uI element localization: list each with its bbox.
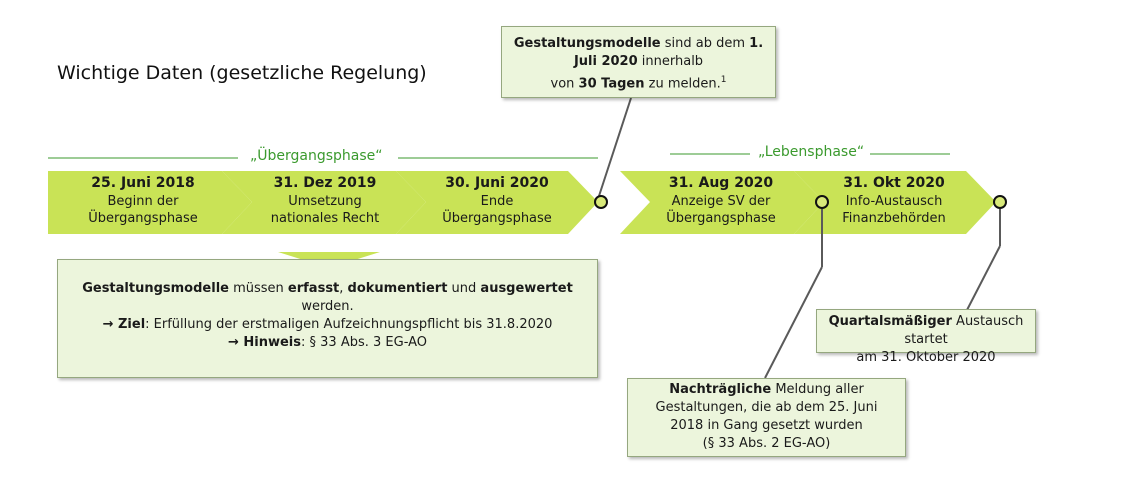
milestone-line: Info-Austausch bbox=[845, 194, 943, 209]
marker-okt-2020 bbox=[994, 196, 1006, 208]
milestone-4 bbox=[636, 174, 806, 227]
note-text: sind ab dem bbox=[660, 36, 750, 51]
connector-quarterly-note-diag bbox=[967, 246, 1000, 310]
note-text: , bbox=[339, 281, 348, 296]
note-bold: 30 Tagen bbox=[578, 76, 645, 92]
note-bold: Gestaltungsmodelle bbox=[82, 281, 229, 296]
milestone-line: Übergangsphase bbox=[88, 211, 198, 226]
note-text: zu melden. bbox=[644, 76, 721, 92]
milestone-2 bbox=[240, 174, 410, 227]
milestone-1 bbox=[58, 174, 228, 227]
milestone-line: Übergangsphase bbox=[666, 211, 776, 226]
note-bold: Nachträgliche bbox=[669, 382, 772, 397]
milestone-line: Übergangsphase bbox=[442, 211, 552, 226]
note-text: : Erfüllung der erstmaligen Aufzeichnungspflicht bis 31.8.2020 bbox=[145, 317, 553, 332]
milestone-line: nationales Recht bbox=[270, 211, 380, 226]
milestone-line: Ende bbox=[480, 194, 514, 209]
note-text: werden. bbox=[301, 299, 354, 314]
note-bold: Ziel bbox=[118, 317, 146, 332]
milestone-date: 31. Aug 2020 bbox=[668, 175, 774, 191]
note-text: (§ 33 Abs. 2 EG-AO) bbox=[702, 436, 831, 451]
note-text: Meldung aller bbox=[771, 382, 864, 397]
milestone-5 bbox=[808, 174, 980, 227]
page-title: Wichtige Daten (gesetzliche Regelung) bbox=[57, 62, 427, 84]
note-bold: dokumentiert bbox=[347, 281, 448, 296]
note-bold: Hinweis bbox=[243, 335, 302, 350]
marker-end-transition bbox=[595, 196, 607, 208]
footnote-mark: 1 bbox=[720, 75, 727, 85]
note-text: und bbox=[447, 281, 481, 296]
milestone-date: 31. Okt 2020 bbox=[843, 175, 945, 191]
note-text: von bbox=[550, 76, 579, 92]
milestone-3 bbox=[412, 174, 582, 227]
note-reporting-deadline bbox=[501, 26, 776, 98]
arrow-icon: → bbox=[102, 317, 118, 332]
milestone-line: Anzeige SV der bbox=[671, 194, 771, 209]
note-quarterly-exchange bbox=[816, 309, 1036, 365]
note-text: innerhalb bbox=[637, 54, 704, 69]
note-text: : § 33 Abs. 3 EG-AO bbox=[301, 335, 428, 350]
note-bold: erfasst bbox=[287, 281, 340, 296]
note-bold: 1. Juli 2020 bbox=[573, 36, 764, 69]
note-transition-obligations bbox=[57, 259, 598, 378]
note-text: Austausch startet bbox=[904, 314, 1024, 347]
note-text: 2018 in Gang gesetzt wurden bbox=[670, 418, 863, 433]
milestone-date: 30. Juni 2020 bbox=[445, 175, 549, 191]
milestone-date: 25. Juni 2018 bbox=[91, 175, 195, 191]
milestone-line: Finanzbehörden bbox=[842, 211, 946, 226]
note-bold: Gestaltungsmodelle bbox=[513, 36, 661, 51]
note-bold: ausgewertet bbox=[480, 281, 573, 296]
connector-later-note-diag bbox=[765, 267, 822, 378]
note-subsequent-report bbox=[627, 378, 906, 457]
phase-label-transition: „Übergangsphase“ bbox=[244, 148, 389, 164]
milestone-line: Beginn der bbox=[107, 194, 179, 209]
milestone-date: 31. Dez 2019 bbox=[273, 175, 377, 191]
note-text: müssen bbox=[228, 281, 288, 296]
note-text: am 31. Oktober 2020 bbox=[856, 350, 996, 365]
milestone-line: Umsetzung bbox=[288, 194, 362, 209]
arrow-icon: → bbox=[227, 335, 244, 350]
connector-top-note bbox=[599, 98, 631, 196]
note-bold: Quartalsmäßiger bbox=[828, 314, 952, 329]
phase-label-life: „Lebensphase“ bbox=[752, 144, 870, 160]
note-text: Gestaltungen, die ab dem 25. Juni bbox=[655, 400, 878, 415]
